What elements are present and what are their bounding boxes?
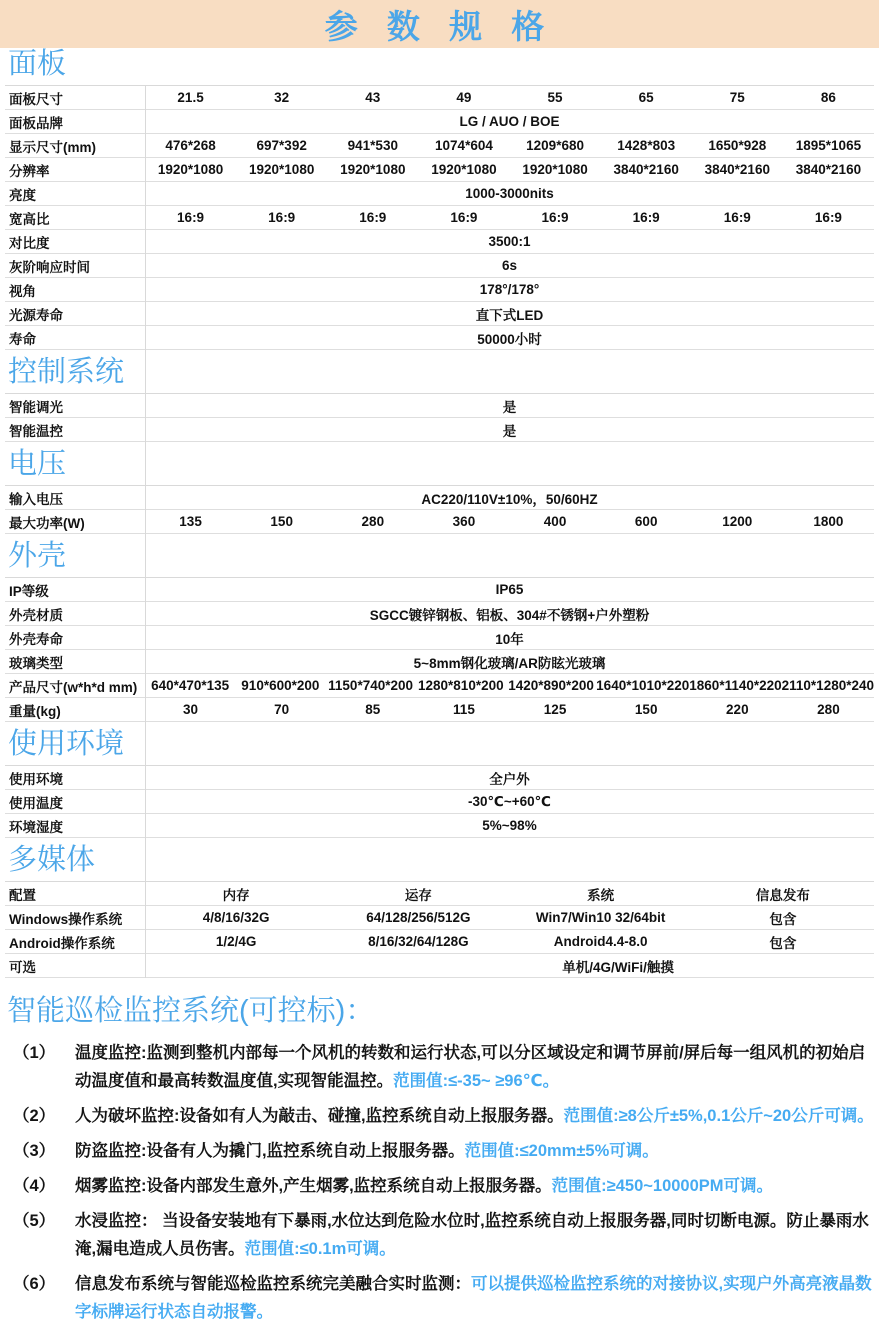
table-row [5, 326, 874, 350]
value-cell: 1640*1010*220 [596, 678, 690, 693]
row-label: 宽高比 [9, 211, 50, 227]
table-row [5, 394, 874, 418]
value-cell: 697*392 [256, 138, 307, 153]
value-cell: 包含 [769, 911, 797, 927]
table-row [5, 134, 874, 158]
value-cell: 150 [634, 702, 658, 717]
row-values [145, 790, 874, 813]
value-cell: 135 [179, 514, 202, 529]
row-label: 使用环境 [9, 771, 63, 787]
row-values [145, 206, 874, 229]
item-range-highlight: 范围值:≥8公斤±5%,0.1公斤~20公斤可调。 [563, 1107, 874, 1125]
table-row [5, 418, 874, 442]
row-values [145, 954, 874, 977]
value-cell: 系统 [587, 887, 615, 903]
value-cell: 信息发布 [755, 887, 810, 903]
row-values [145, 930, 874, 953]
section [5, 838, 874, 978]
monitoring-item [5, 1270, 874, 1326]
value-cell: 3500:1 [488, 234, 531, 249]
table-row [5, 278, 874, 302]
value-cell: 86 [820, 90, 836, 105]
row-values [145, 766, 874, 789]
row-values [145, 182, 874, 205]
row-label: 环境湿度 [9, 819, 63, 835]
row-values [145, 86, 874, 109]
value-cell: 直下式LED [475, 307, 544, 323]
value-cell: 5~8mm钢化玻璃/AR防眩光玻璃 [413, 655, 606, 671]
row-values [145, 650, 874, 673]
value-cell: 1920*1080 [157, 162, 224, 177]
value-cell: 10年 [495, 631, 524, 647]
section [5, 350, 874, 442]
item-number: （2） [13, 1107, 56, 1125]
value-cell: 1/2/4G [215, 934, 257, 949]
row-label: Windows操作系统 [9, 911, 123, 927]
row-values [145, 698, 874, 721]
table-row [5, 790, 874, 814]
value-cell: 220 [726, 702, 749, 717]
value-cell: 150 [270, 514, 293, 529]
row-values [145, 110, 874, 133]
value-cell: 49 [456, 90, 472, 105]
row-values [145, 278, 874, 301]
value-cell: 50000小时 [477, 331, 542, 347]
section-title: 控制系统 [5, 350, 874, 394]
value-cell: 1209*680 [526, 138, 584, 153]
value-cell: 55 [547, 90, 563, 105]
table-row [5, 230, 874, 254]
item-text: 水浸监控： 当设备安装地有下暴雨,水位达到危险水位时,监控系统自动上报服务器,同时切断电源。防止暴雨水淹,漏电造成人员伤害。 [75, 1212, 869, 1258]
value-cell: 280 [817, 702, 840, 717]
monitoring-item [5, 1172, 874, 1200]
table-row [5, 906, 874, 930]
table-row [5, 930, 874, 954]
monitoring-item [5, 1102, 874, 1130]
value-cell: 16:9 [723, 210, 751, 225]
value-cell: 1920*1080 [249, 162, 315, 177]
row-label: 分辨率 [9, 163, 50, 179]
value-cell: 85 [365, 702, 381, 717]
table-row [5, 698, 874, 722]
value-cell: -30℃~+60℃ [468, 793, 551, 809]
value-cell: 1150*740*200 [328, 678, 413, 693]
row-label: 可选 [9, 959, 36, 975]
value-cell: 1895*1065 [795, 138, 862, 153]
row-values [145, 602, 874, 625]
value-cell: 8/16/32/64/128G [368, 934, 469, 949]
spec-table [5, 48, 874, 978]
item-range-highlight: 范围值:≤-35~ ≥96℃。 [393, 1072, 560, 1090]
row-values [145, 814, 874, 837]
value-cell: 640*470*135 [151, 678, 230, 693]
item-text: 信息发布系统与智能巡检监控系统完美融合实时监测： [75, 1275, 471, 1293]
table-row [5, 206, 874, 230]
value-cell: SGCC镀锌钢板、铝板、304#不锈钢+户外塑粉 [369, 607, 650, 623]
value-cell: 75 [729, 90, 745, 105]
section [5, 48, 874, 350]
value-cell: 280 [361, 514, 385, 529]
row-label: 面板尺寸 [9, 91, 63, 107]
value-cell: 1650*928 [708, 138, 767, 153]
value-cell: Android4.4-8.0 [553, 934, 648, 949]
section-title: 外壳 [5, 534, 874, 578]
row-values [145, 906, 874, 929]
value-cell: 单机/4G/WiFi/触摸 [562, 959, 674, 975]
row-label: 对比度 [9, 235, 50, 251]
table-row [5, 486, 874, 510]
value-cell: 全户外 [489, 771, 530, 787]
item-number: （4） [13, 1177, 56, 1195]
table-row [5, 674, 874, 698]
table-row [5, 882, 874, 906]
value-cell: AC220/110V±10%，50/60HZ [421, 491, 598, 507]
row-values [145, 302, 874, 325]
section [5, 722, 874, 838]
table-row [5, 182, 874, 206]
page-header-banner [0, 0, 879, 48]
value-cell: 1420*890*200 [508, 678, 594, 693]
value-cell: 是 [502, 423, 517, 439]
value-cell: Win7/Win10 32/64bit [535, 910, 666, 925]
row-values [145, 510, 874, 533]
row-values [145, 626, 874, 649]
value-cell: 1200 [722, 514, 753, 529]
value-cell: 178°/178° [479, 282, 540, 297]
value-cell: 1920*1080 [431, 162, 497, 177]
item-text: 防盗监控:设备有人为撬门,监控系统自动上报服务器。 [75, 1142, 465, 1160]
value-cell: 是 [502, 399, 517, 415]
row-values [145, 578, 874, 601]
row-label: 显示尺寸(mm) [9, 139, 96, 155]
value-cell: 4/8/16/32G [202, 910, 270, 925]
value-cell: 1920*1080 [522, 162, 588, 177]
item-number: （3） [13, 1142, 56, 1160]
row-values [145, 254, 874, 277]
row-values [145, 486, 874, 509]
row-values [145, 326, 874, 349]
item-text: 温度监控:监测到整机内部每一个风机的转数和运行状态,可以分区域设定和调节屏前/屏后每一组风机的初始启动温度值和最高转数温度值,实现智能温控。 [75, 1044, 866, 1090]
row-label: 配置 [9, 887, 36, 903]
value-cell: 360 [452, 514, 476, 529]
table-row [5, 110, 874, 134]
value-cell: 2110*1280*240 [781, 678, 874, 693]
row-label: IP等级 [9, 583, 49, 599]
row-label: 产品尺寸(w*h*d mm) [9, 679, 138, 695]
row-label: 面板品牌 [9, 115, 63, 131]
row-label: 外壳寿命 [9, 631, 63, 647]
value-cell: 1280*810*200 [418, 678, 504, 693]
value-cell: 1800 [813, 514, 844, 529]
table-row [5, 510, 874, 534]
row-label: 重量(kg) [9, 703, 61, 719]
monitoring-section-title: 智能巡检监控系统(可控标)： [7, 995, 375, 1027]
value-cell: 910*600*200 [241, 678, 320, 693]
table-row [5, 302, 874, 326]
table-row [5, 814, 874, 838]
row-values [145, 394, 874, 417]
page-title: 参 数 规 格 [324, 7, 555, 45]
table-row [5, 954, 874, 978]
table-row [5, 254, 874, 278]
value-cell: 941*530 [347, 138, 398, 153]
item-number: （1） [13, 1044, 56, 1062]
row-label: 玻璃类型 [9, 655, 63, 671]
table-row [5, 158, 874, 182]
value-cell: 3840*2160 [704, 162, 770, 177]
row-label: 光源寿命 [9, 307, 63, 323]
row-label: Android操作系统 [9, 935, 115, 951]
table-row [5, 626, 874, 650]
value-cell: 65 [638, 90, 654, 105]
value-cell: 1074*604 [435, 138, 493, 153]
section-title: 多媒体 [5, 838, 874, 882]
value-cell: 1920*1080 [340, 162, 406, 177]
row-label: 最大功率(W) [9, 515, 85, 531]
value-cell: 125 [543, 702, 567, 717]
value-cell: 16:9 [359, 210, 387, 225]
value-cell: 32 [274, 90, 290, 105]
row-label: 灰阶响应时间 [9, 259, 90, 275]
row-values [145, 158, 874, 181]
value-cell: 6s [501, 258, 518, 273]
row-values [145, 418, 874, 441]
row-label: 智能调光 [9, 399, 63, 415]
item-number: （5） [13, 1212, 56, 1230]
row-values [145, 674, 874, 697]
row-label: 输入电压 [9, 491, 63, 507]
section-title: 电压 [5, 442, 874, 486]
monitoring-section [5, 988, 874, 1326]
table-row [5, 578, 874, 602]
item-range-highlight: 范围值:≥450~10000PM可调。 [551, 1177, 774, 1195]
monitoring-item [5, 1137, 874, 1165]
value-cell: LG / AUO / BOE [459, 114, 560, 129]
table-row [5, 650, 874, 674]
value-cell: 400 [543, 514, 567, 529]
section-title: 面板 [5, 48, 874, 86]
section [5, 534, 874, 722]
value-cell: 1428*803 [617, 138, 676, 153]
value-cell: 16:9 [177, 210, 205, 225]
value-cell: 3840*2160 [613, 162, 679, 177]
value-cell: 21.5 [177, 90, 204, 105]
value-cell: 包含 [769, 935, 797, 951]
value-cell: 16:9 [814, 210, 842, 225]
monitoring-items-list [5, 1039, 874, 1326]
value-cell: 1860*1140*220 [689, 678, 782, 693]
value-cell: 16:9 [450, 210, 478, 225]
row-label: 视角 [9, 283, 36, 299]
row-label: 智能温控 [9, 423, 63, 439]
value-cell: 16:9 [632, 210, 660, 225]
item-range-highlight: 范围值:≤20mm±5%可调。 [464, 1142, 659, 1160]
value-cell: 内存 [222, 887, 250, 903]
row-values [145, 134, 874, 157]
item-text: 烟雾监控:设备内部发生意外,产生烟雾,监控系统自动上报服务器。 [75, 1177, 552, 1195]
monitoring-item [5, 1207, 874, 1263]
value-cell: 115 [453, 702, 475, 717]
value-cell: 3840*2160 [795, 162, 862, 177]
value-cell: 43 [365, 90, 381, 105]
row-label: 外壳材质 [9, 607, 63, 623]
monitoring-item [5, 1039, 874, 1095]
row-label: 亮度 [9, 187, 36, 203]
item-text: 人为破坏监控:设备如有人为敲击、碰撞,监控系统自动上报服务器。 [75, 1107, 564, 1125]
value-cell: 1000-3000nits [465, 186, 554, 201]
section [5, 442, 874, 534]
value-cell: 5%~98% [482, 818, 537, 833]
value-cell: IP65 [495, 582, 524, 597]
item-range-highlight: 可以提供巡检监控系统的对接协议,实现户外高亮液晶数字标牌运行状态自动报警。 [75, 1275, 872, 1321]
value-cell: 30 [183, 702, 199, 717]
value-cell: 16:9 [268, 210, 296, 225]
value-cell: 运存 [404, 887, 432, 903]
value-cell: 16:9 [541, 210, 569, 225]
section-title: 使用环境 [5, 722, 874, 766]
row-label: 寿命 [9, 331, 36, 347]
item-number: （6） [13, 1275, 56, 1293]
value-cell: 476*268 [165, 138, 216, 153]
value-cell: 70 [274, 702, 290, 717]
table-row [5, 86, 874, 110]
item-range-highlight: 范围值:≤0.1m可调。 [244, 1240, 396, 1258]
value-cell: 64/128/256/512G [366, 910, 471, 925]
row-values [145, 230, 874, 253]
row-values [145, 882, 874, 905]
value-cell: 600 [634, 514, 658, 529]
table-row [5, 602, 874, 626]
row-label: 使用温度 [9, 795, 63, 811]
table-row [5, 766, 874, 790]
